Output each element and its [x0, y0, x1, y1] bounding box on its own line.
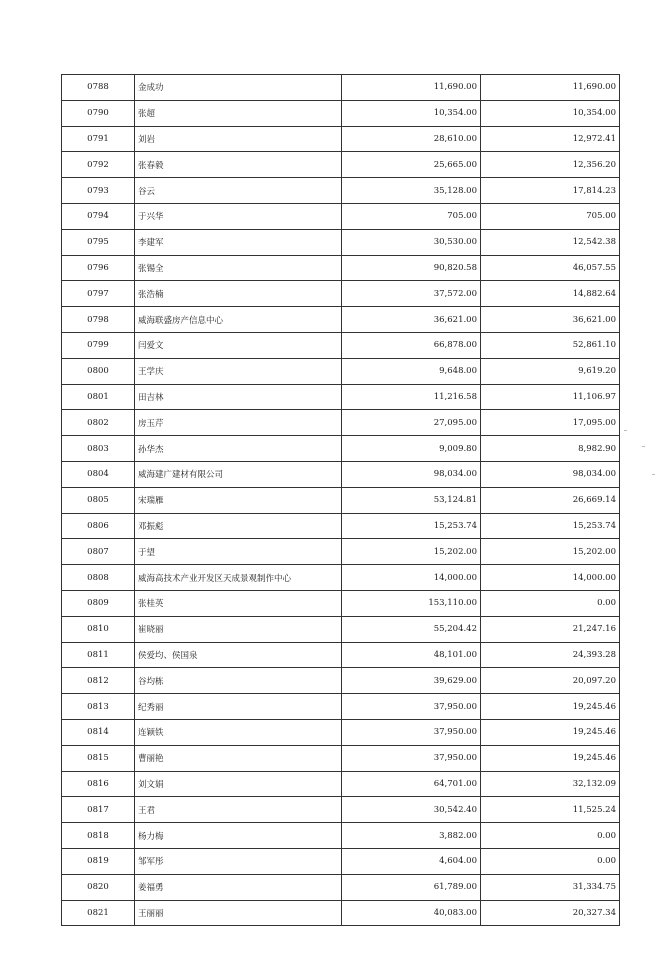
record-amount: 40,083.00: [342, 900, 481, 926]
record-id: 0803: [62, 436, 135, 462]
record-name: 谷均栋: [135, 668, 342, 694]
record-balance: 11,690.00: [481, 75, 620, 101]
record-amount: 10,354.00: [342, 100, 481, 126]
table-row: [62, 307, 620, 333]
record-id: 0815: [62, 745, 135, 771]
record-amount: 4,604.00: [342, 848, 481, 874]
record-name: 房玉芹: [135, 410, 342, 436]
record-amount: 39,629.00: [342, 668, 481, 694]
record-balance: 32,132.09: [481, 771, 620, 797]
table-row: [62, 75, 620, 101]
record-name: 金成功: [135, 75, 342, 101]
table-row: [62, 178, 620, 204]
record-amount: 61,789.00: [342, 874, 481, 900]
record-balance: 52,861.10: [481, 332, 620, 358]
record-name: 宋瑞雁: [135, 487, 342, 513]
table-row: [62, 565, 620, 591]
record-amount: 28,610.00: [342, 126, 481, 152]
scan-speck: [652, 474, 655, 475]
table-row: [62, 487, 620, 513]
record-balance: 17,095.00: [481, 410, 620, 436]
record-id: 0799: [62, 332, 135, 358]
record-name: 侯爱均、侯国泉: [135, 642, 342, 668]
table-row: [62, 590, 620, 616]
record-amount: 9,648.00: [342, 358, 481, 384]
record-id: 0813: [62, 694, 135, 720]
record-name: 张浩楠: [135, 281, 342, 307]
table-row: [62, 100, 620, 126]
record-balance: 705.00: [481, 203, 620, 229]
record-balance: 12,972.41: [481, 126, 620, 152]
record-id: 0800: [62, 358, 135, 384]
ledger-body: [62, 75, 620, 926]
scan-speck: [624, 430, 627, 431]
record-name: 王君: [135, 797, 342, 823]
record-name: 曹丽艳: [135, 745, 342, 771]
table-row: [62, 616, 620, 642]
record-balance: 46,057.55: [481, 255, 620, 281]
table-row: [62, 461, 620, 487]
record-name: 纪秀丽: [135, 694, 342, 720]
record-id: 0821: [62, 900, 135, 926]
record-balance: 21,247.16: [481, 616, 620, 642]
table-row: [62, 642, 620, 668]
record-amount: 15,202.00: [342, 539, 481, 565]
record-amount: 705.00: [342, 203, 481, 229]
record-name: 王学庆: [135, 358, 342, 384]
record-amount: 90,820.58: [342, 255, 481, 281]
table-row: [62, 874, 620, 900]
record-name: 于兴华: [135, 203, 342, 229]
record-id: 0808: [62, 565, 135, 591]
table-row: [62, 126, 620, 152]
record-amount: 64,701.00: [342, 771, 481, 797]
record-name: 威海高技术产业开发区天成景观制作中心: [135, 565, 342, 591]
record-name: 田吉林: [135, 384, 342, 410]
record-name: 闫爱文: [135, 332, 342, 358]
table-row: [62, 539, 620, 565]
record-amount: 35,128.00: [342, 178, 481, 204]
record-amount: 37,572.00: [342, 281, 481, 307]
record-name: 崔晓丽: [135, 616, 342, 642]
record-name: 谷云: [135, 178, 342, 204]
record-amount: 37,950.00: [342, 719, 481, 745]
table-row: [62, 900, 620, 926]
record-balance: 8,982.90: [481, 436, 620, 462]
record-amount: 98,034.00: [342, 461, 481, 487]
record-id: 0811: [62, 642, 135, 668]
record-balance: 36,621.00: [481, 307, 620, 333]
table-row: [62, 281, 620, 307]
record-id: 0814: [62, 719, 135, 745]
record-amount: 53,124.81: [342, 487, 481, 513]
record-amount: 37,950.00: [342, 694, 481, 720]
table-row: [62, 384, 620, 410]
record-balance: 19,245.46: [481, 719, 620, 745]
record-balance: 20,097.20: [481, 668, 620, 694]
record-name: 张春毅: [135, 152, 342, 178]
record-id: 0805: [62, 487, 135, 513]
table-row: [62, 848, 620, 874]
table-row: [62, 694, 620, 720]
record-balance: 17,814.23: [481, 178, 620, 204]
record-amount: 36,621.00: [342, 307, 481, 333]
table-row: [62, 771, 620, 797]
record-balance: 9,619.20: [481, 358, 620, 384]
record-balance: 11,525.24: [481, 797, 620, 823]
table-row: [62, 797, 620, 823]
record-name: 姜福勇: [135, 874, 342, 900]
record-balance: 0.00: [481, 590, 620, 616]
table-row: [62, 152, 620, 178]
record-balance: 15,202.00: [481, 539, 620, 565]
record-balance: 31,334.75: [481, 874, 620, 900]
ledger-table: [61, 74, 620, 926]
scan-speck: [642, 446, 645, 447]
record-id: 0820: [62, 874, 135, 900]
table-row: [62, 668, 620, 694]
record-id: 0790: [62, 100, 135, 126]
table-row: [62, 332, 620, 358]
record-balance: 10,354.00: [481, 100, 620, 126]
record-id: 0810: [62, 616, 135, 642]
record-id: 0793: [62, 178, 135, 204]
record-amount: 14,000.00: [342, 565, 481, 591]
record-balance: 98,034.00: [481, 461, 620, 487]
record-amount: 27,095.00: [342, 410, 481, 436]
record-amount: 9,009.80: [342, 436, 481, 462]
record-id: 0788: [62, 75, 135, 101]
table-row: [62, 436, 620, 462]
table-row: [62, 229, 620, 255]
record-amount: 30,542.40: [342, 797, 481, 823]
record-balance: 0.00: [481, 848, 620, 874]
record-balance: 11,106.97: [481, 384, 620, 410]
record-id: 0809: [62, 590, 135, 616]
record-name: 连颖铁: [135, 719, 342, 745]
table-row: [62, 745, 620, 771]
record-id: 0817: [62, 797, 135, 823]
record-id: 0802: [62, 410, 135, 436]
record-name: 刘文娟: [135, 771, 342, 797]
table-row: [62, 255, 620, 281]
record-id: 0791: [62, 126, 135, 152]
record-name: 刘岩: [135, 126, 342, 152]
record-balance: 19,245.46: [481, 694, 620, 720]
table-row: [62, 203, 620, 229]
record-name: 杨力梅: [135, 823, 342, 849]
record-id: 0818: [62, 823, 135, 849]
record-balance: 24,393.28: [481, 642, 620, 668]
record-amount: 48,101.00: [342, 642, 481, 668]
record-name: 王丽丽: [135, 900, 342, 926]
record-amount: 37,950.00: [342, 745, 481, 771]
record-balance: 12,542.38: [481, 229, 620, 255]
record-name: 张锡全: [135, 255, 342, 281]
record-amount: 3,882.00: [342, 823, 481, 849]
record-name: 威海建广建材有限公司: [135, 461, 342, 487]
record-balance: 15,253.74: [481, 513, 620, 539]
record-name: 邓振彪: [135, 513, 342, 539]
record-amount: 66,878.00: [342, 332, 481, 358]
record-id: 0797: [62, 281, 135, 307]
record-balance: 14,882.64: [481, 281, 620, 307]
record-id: 0804: [62, 461, 135, 487]
record-id: 0792: [62, 152, 135, 178]
record-balance: 14,000.00: [481, 565, 620, 591]
record-balance: 20,327.34: [481, 900, 620, 926]
record-id: 0798: [62, 307, 135, 333]
record-id: 0801: [62, 384, 135, 410]
record-id: 0794: [62, 203, 135, 229]
record-name: 张桂英: [135, 590, 342, 616]
record-balance: 26,669.14: [481, 487, 620, 513]
record-name: 孙华杰: [135, 436, 342, 462]
record-id: 0796: [62, 255, 135, 281]
record-amount: 55,204.42: [342, 616, 481, 642]
table-row: [62, 410, 620, 436]
record-amount: 30,530.00: [342, 229, 481, 255]
table-row: [62, 719, 620, 745]
record-id: 0819: [62, 848, 135, 874]
record-amount: 153,110.00: [342, 590, 481, 616]
table-row: [62, 358, 620, 384]
record-amount: 25,665.00: [342, 152, 481, 178]
record-amount: 11,690.00: [342, 75, 481, 101]
record-id: 0812: [62, 668, 135, 694]
record-name: 威海联盛房产信息中心: [135, 307, 342, 333]
record-name: 于望: [135, 539, 342, 565]
record-id: 0807: [62, 539, 135, 565]
record-amount: 15,253.74: [342, 513, 481, 539]
record-balance: 0.00: [481, 823, 620, 849]
record-name: 李建军: [135, 229, 342, 255]
table-row: [62, 823, 620, 849]
record-balance: 19,245.46: [481, 745, 620, 771]
record-id: 0795: [62, 229, 135, 255]
record-id: 0816: [62, 771, 135, 797]
table-row: [62, 513, 620, 539]
record-name: 邹军彤: [135, 848, 342, 874]
record-id: 0806: [62, 513, 135, 539]
record-amount: 11,216.58: [342, 384, 481, 410]
record-balance: 12,356.20: [481, 152, 620, 178]
record-name: 张超: [135, 100, 342, 126]
